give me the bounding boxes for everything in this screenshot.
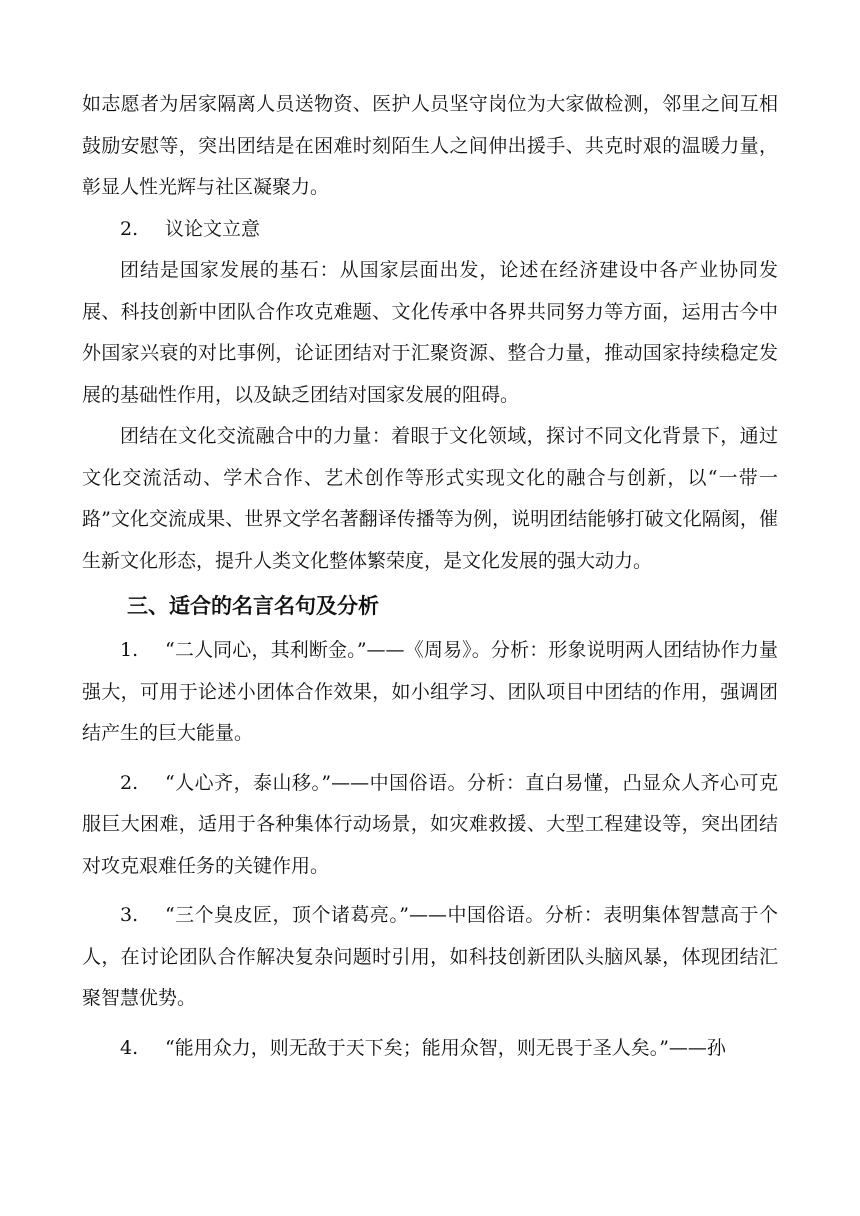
quote-text (82, 895, 778, 1020)
quote-item (82, 895, 778, 1020)
quote-item (82, 630, 778, 755)
document-page (82, 84, 778, 1077)
quote-body: “能用众力，则无敌于天下矣；能用众智，则无畏于圣人矣。”——孙 (165, 1036, 726, 1059)
quote-body: “二人同心，其利断金。”——《周易》。分析：形象说明两人团结协作力量强大，可用于论述小团体合作效果，如小组学习、团队项目中团结的作用，强调团结产生的巨大能量。 (82, 639, 778, 744)
quote-number: 3. (120, 904, 139, 926)
section2-paragraph: 团结在文化交流融合中的力量：着眼于文化领域，探讨不同文化背景下，通过文化交流活动、学术合作、艺术创作等形式实现文化的融合与创新，以“一带一路”文化交流成果、世界文学名著翻译传播等为例，说明团结能够打破文化隔阂，催生新文化形态，提升人类文化整体繁荣度，是文化发展的强大动力。 (82, 425, 778, 572)
quote-body: “三个臭皮匠，顶个诸葛亮。”——中国俗语。分析：表明集体智慧高于个人，在讨论团队合作解决复杂问题时引用，如科技创新团队头脑风暴，体现团结汇聚智慧优势。 (82, 904, 778, 1009)
quote-item (82, 1028, 778, 1070)
quote-text (82, 1028, 778, 1070)
section2-subheading (82, 209, 778, 251)
section2-number: 2. (120, 217, 139, 240)
quote-number: 2. (120, 771, 139, 794)
intro-paragraph: 如志愿者为居家隔离人员送物资、医护人员坚守岗位为大家做检测，邻里之间互相鼓励安慰等，突出团结是在困难时刻陌生人之间伸出援手、共克时艰的温暖力量，彰显人性光辉与社区凝聚力。 (82, 93, 778, 198)
quote-text (82, 630, 778, 755)
section2-paragraph: 团结是国家发展的基石：从国家层面出发，论述在经济建设中各产业协同发展、科技创新中团队合作攻克难题、文化传承中各界共同努力等方面，运用古今中外国家兴衰的对比事例，论证团结对于汇聚资源、整合力量，推动国家持续稳定发展的基础性作用，以及缺乏团结对国家发展的阻碍。 (82, 259, 778, 406)
section3-heading: 三、适合的名言名句及分析 (127, 594, 379, 618)
quote-text (82, 763, 778, 888)
quote-item (82, 763, 778, 888)
section2-title: 议论文立意 (165, 217, 261, 240)
quote-number: 1. (120, 639, 139, 661)
quote-number: 4. (120, 1036, 139, 1059)
quote-body: “人心齐，泰山移。”——中国俗语。分析：直白易懂，凸显众人齐心可克服巨大困难，适用于各种集体行动场景，如灾难救援、大型工程建设等，突出团结对攻克艰难任务的关键作用。 (82, 771, 778, 877)
